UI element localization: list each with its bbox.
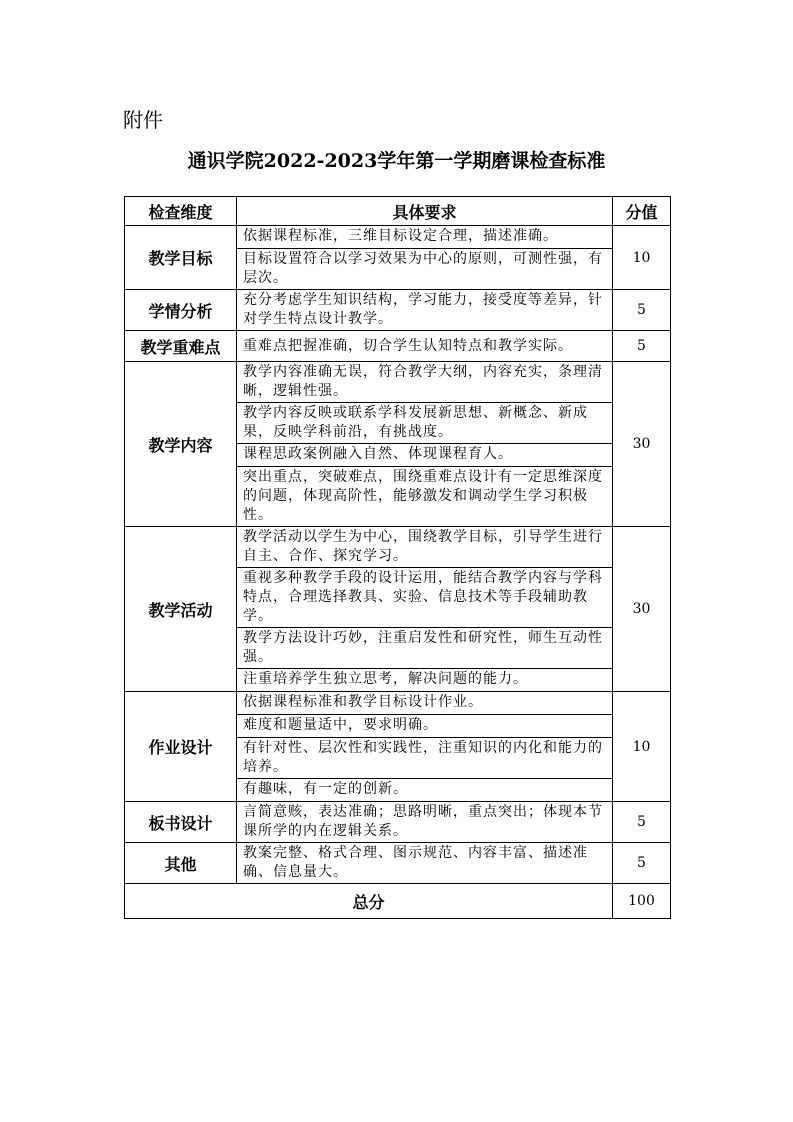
requirement-cell: 依据课程标准，三维目标设定合理，描述准确。 xyxy=(237,226,613,249)
header-requirements: 具体要求 xyxy=(237,197,613,226)
table-row xyxy=(125,802,671,843)
requirement-cell: 课程思政案例融入自然、体现课程育人。 xyxy=(237,444,613,467)
requirement-cell: 充分考虑学生知识结构，学习能力，接受度等差异，针对学生特点设计教学。 xyxy=(237,290,613,331)
total-row xyxy=(125,884,671,919)
requirement-cell: 目标设置符合以学习效果为中心的原则，可测性强，有层次。 xyxy=(237,249,613,290)
requirement-cell: 依据课程标准和教学目标设计作业。 xyxy=(237,692,613,715)
table-row xyxy=(125,290,671,331)
requirement-cell: 教学内容准确无误，符合教学大纲，内容充实，条理清晰，逻辑性强。 xyxy=(237,362,613,403)
total-score: 100 xyxy=(613,884,671,919)
attachment-label: 附件 xyxy=(123,108,163,132)
table-row xyxy=(125,527,671,568)
table-row xyxy=(125,362,671,403)
score-cell: 5 xyxy=(613,802,671,843)
requirement-cell: 有趣味，有一定的创新。 xyxy=(237,779,613,802)
score-cell: 30 xyxy=(613,527,671,692)
requirement-cell: 注重培养学生独立思考，解决问题的能力。 xyxy=(237,669,613,692)
table-header-row xyxy=(125,197,671,226)
requirement-cell: 有针对性、层次性和实践性，注重知识的内化和能力的培养。 xyxy=(237,738,613,779)
requirement-cell: 难度和题量适中，要求明确。 xyxy=(237,715,613,738)
table-row xyxy=(125,226,671,249)
requirement-cell: 教学方法设计巧妙，注重启发性和研究性，师生互动性强。 xyxy=(237,628,613,669)
dimension-cell: 学情分析 xyxy=(125,290,237,331)
dimension-cell: 教学活动 xyxy=(125,527,237,692)
requirement-cell: 突出重点，突破难点，围绕重难点设计有一定思维深度的问题，体现高阶性，能够激发和调动学生学习积极性。 xyxy=(237,467,613,527)
table-row xyxy=(125,692,671,715)
score-cell: 10 xyxy=(613,226,671,290)
score-cell: 5 xyxy=(613,331,671,362)
score-cell: 30 xyxy=(613,362,671,527)
requirement-cell: 言简意赅，表达准确；思路明晰，重点突出；体现本节课所学的内在逻辑关系。 xyxy=(237,802,613,843)
table-row xyxy=(125,843,671,884)
header-score: 分值 xyxy=(613,197,671,226)
dimension-cell: 教学重难点 xyxy=(125,331,237,362)
dimension-cell: 教学内容 xyxy=(125,362,237,527)
score-cell: 5 xyxy=(613,290,671,331)
dimension-cell: 板书设计 xyxy=(125,802,237,843)
requirement-cell: 教案完整、格式合理、图示规范、内容丰富、描述准确、信息量大。 xyxy=(237,843,613,884)
inspection-standard-table xyxy=(124,196,671,919)
requirement-cell: 重视多种教学手段的设计运用，能结合教学内容与学科特点，合理选择教具、实验、信息技术等手段辅助教学。 xyxy=(237,568,613,628)
score-cell: 5 xyxy=(613,843,671,884)
table-row xyxy=(125,331,671,362)
requirement-cell: 重难点把握准确，切合学生认知特点和教学实际。 xyxy=(237,331,613,362)
total-label: 总分 xyxy=(125,884,613,919)
dimension-cell: 作业设计 xyxy=(125,692,237,802)
header-dimension: 检查维度 xyxy=(125,197,237,226)
requirement-cell: 教学活动以学生为中心，围绕教学目标，引导学生进行自主、合作、探究学习。 xyxy=(237,527,613,568)
dimension-cell: 教学目标 xyxy=(125,226,237,290)
document-title: 通识学院2022-2023学年第一学期磨课检查标准 xyxy=(187,150,606,172)
dimension-cell: 其他 xyxy=(125,843,237,884)
requirement-cell: 教学内容反映或联系学科发展新思想、新概念、新成果，反映学科前沿，有挑战度。 xyxy=(237,403,613,444)
score-cell: 10 xyxy=(613,692,671,802)
